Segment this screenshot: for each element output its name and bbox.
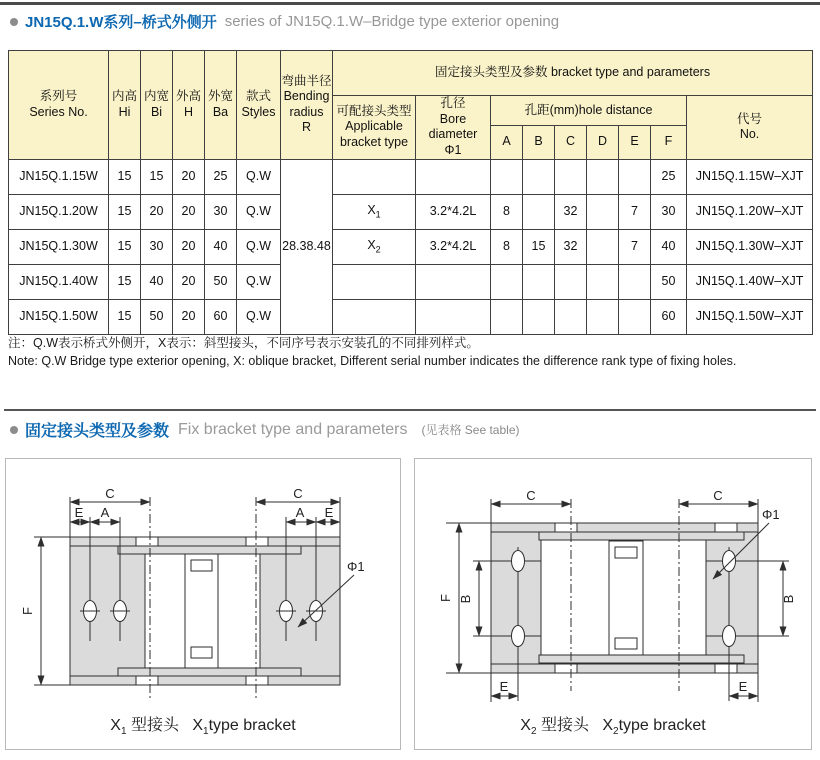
section2-title-zh: 固定接头类型及参数	[25, 423, 170, 440]
x1-top-rail	[70, 537, 340, 546]
cell-bi: 40	[141, 264, 173, 299]
cell-ba: 25	[205, 159, 237, 194]
cell-e	[619, 264, 651, 299]
cell-h: 20	[173, 194, 205, 229]
table-row	[9, 299, 813, 334]
cell-bending-radius: 28.38.48	[281, 159, 333, 334]
x2-slot-hole	[723, 626, 736, 647]
table-row	[9, 159, 813, 194]
dim-label-b: B	[781, 594, 796, 604]
cell-a	[491, 299, 523, 334]
cell-a: 8	[491, 194, 523, 229]
bullet-icon	[10, 426, 18, 434]
cell-h: 20	[173, 299, 205, 334]
cell-bi: 15	[141, 159, 173, 194]
cell-b	[523, 299, 555, 334]
table-notes	[8, 334, 736, 370]
cell-series: JN15Q.1.15W	[9, 159, 109, 194]
cell-f: 40	[651, 229, 687, 264]
cell-b	[523, 159, 555, 194]
col-header-b: B	[523, 125, 555, 159]
cell-h: 20	[173, 229, 205, 264]
cell-e: 7	[619, 194, 651, 229]
table-row	[9, 229, 813, 264]
col-header-ba: 外宽 Ba	[205, 51, 237, 160]
cell-e	[619, 299, 651, 334]
dim-label-f: F	[20, 607, 35, 615]
cell-b	[523, 264, 555, 299]
dim-label-a: A	[100, 505, 110, 520]
cell-d	[587, 159, 619, 194]
bullet-icon	[10, 18, 18, 26]
cell-hi: 15	[109, 159, 141, 194]
cell-bracket	[333, 299, 416, 334]
cell-code: JN15Q.1.15W–XJT	[687, 159, 813, 194]
cell-c: 32	[555, 229, 587, 264]
cell-bore	[416, 299, 491, 334]
dim-label-e: E	[738, 679, 748, 694]
top-rule	[0, 2, 820, 5]
col-header-hole-distance: 孔距(mm)hole distance	[491, 96, 687, 126]
group-header-bracket: 固定接头类型及参数 bracket type and parameters	[333, 51, 813, 96]
col-header-code: 代号 No.	[687, 96, 813, 160]
cell-bi: 30	[141, 229, 173, 264]
cell-h: 20	[173, 264, 205, 299]
section2-title	[10, 418, 520, 441]
cell-hi: 15	[109, 194, 141, 229]
cell-hi: 15	[109, 229, 141, 264]
cell-f: 60	[651, 299, 687, 334]
cell-b	[523, 194, 555, 229]
x1-caption: $X_1$ 型接头 $X_1type$ bracket	[110, 716, 296, 737]
cell-d	[587, 299, 619, 334]
cell-hi: 15	[109, 264, 141, 299]
cell-d	[587, 229, 619, 264]
spec-table	[8, 50, 813, 335]
cell-c	[555, 299, 587, 334]
col-header-applicable: 可配接头类型 Applicable bracket type	[333, 96, 416, 160]
cell-bracket	[333, 159, 416, 194]
x2-slot-hole	[723, 551, 736, 572]
x2-diagram-box	[414, 458, 812, 750]
col-header-f: F	[651, 125, 687, 159]
cell-ba: 30	[205, 194, 237, 229]
cell-style: Q.W	[237, 264, 281, 299]
x2-slot-hole	[512, 626, 525, 647]
section2-see-table: (见表格 See table)	[421, 423, 520, 437]
cell-ba: 60	[205, 299, 237, 334]
cell-series: JN15Q.1.50W	[9, 299, 109, 334]
x1-bracket-diagram	[6, 459, 400, 709]
cell-bracket	[333, 264, 416, 299]
table-row	[9, 194, 813, 229]
cell-code: JN15Q.1.20W–XJT	[687, 194, 813, 229]
x2-caption: $X_2$ 型接头 $X_2type$ bracket	[520, 716, 706, 737]
col-header-styles: 款式 Styles	[237, 51, 281, 160]
cell-code: JN15Q.1.30W–XJT	[687, 229, 813, 264]
dim-label-b: B	[458, 594, 473, 604]
x1-diagram-box	[5, 458, 401, 750]
cell-code: JN15Q.1.40W–XJT	[687, 264, 813, 299]
cell-series: JN15Q.1.20W	[9, 194, 109, 229]
cell-style: Q.W	[237, 229, 281, 264]
cell-ba: 50	[205, 264, 237, 299]
cell-c: 32	[555, 194, 587, 229]
dim-label-phi: Φ1	[762, 507, 780, 522]
cell-c	[555, 264, 587, 299]
col-header-bi: 内宽 Bi	[141, 51, 173, 160]
note-en: Note: Q.W Bridge type exterior opening, X: oblique bracket, Different serial number indicates the difference rank type of fixing holes.	[8, 354, 737, 369]
cell-bi: 50	[141, 299, 173, 334]
x2-bracket-diagram	[415, 459, 811, 709]
cell-a: 8	[491, 229, 523, 264]
cell-series: JN15Q.1.40W	[9, 264, 109, 299]
cell-style: Q.W	[237, 299, 281, 334]
col-header-a: A	[491, 125, 523, 159]
cell-bore: 3.2*4.2L	[416, 229, 491, 264]
dim-label-e: E	[74, 505, 84, 520]
cell-f: 30	[651, 194, 687, 229]
dim-label-e: E	[499, 679, 509, 694]
dim-label-c: C	[526, 488, 536, 503]
cell-code: JN15Q.1.50W–XJT	[687, 299, 813, 334]
dim-label-phi: Φ1	[347, 559, 365, 574]
section1-title-zh: JN15Q.1.W系列–桥式外侧开	[25, 14, 217, 31]
x2-slot-hole	[512, 551, 525, 572]
cell-a	[491, 264, 523, 299]
cell-bore	[416, 264, 491, 299]
dim-label-a: A	[295, 505, 305, 520]
cell-bore: 3.2*4.2L	[416, 194, 491, 229]
col-header-bore: 孔径 Bore diameter Φ1	[416, 96, 491, 160]
col-header-h: 外高 H	[173, 51, 205, 160]
cell-f: 50	[651, 264, 687, 299]
cell-d	[587, 194, 619, 229]
cell-a	[491, 159, 523, 194]
col-header-hi: 内高 Hi	[109, 51, 141, 160]
cell-bi: 20	[141, 194, 173, 229]
col-header-series: 系列号 Series No.	[9, 51, 109, 160]
cell-c	[555, 159, 587, 194]
col-header-e: E	[619, 125, 651, 159]
dim-label-e: E	[324, 505, 334, 520]
cell-d	[587, 264, 619, 299]
section-divider	[4, 409, 816, 411]
cell-h: 20	[173, 159, 205, 194]
note-zh: 注：Q.W表示桥式外侧开，X表示：斜型接头，不同序号表示安装孔的不同排列样式。	[8, 336, 479, 350]
table-row	[9, 264, 813, 299]
section2-title-en: Fix bracket type and parameters	[178, 420, 408, 438]
cell-ba: 40	[205, 229, 237, 264]
dim-label-c: C	[713, 488, 723, 503]
cell-style: Q.W	[237, 194, 281, 229]
cell-e: 7	[619, 229, 651, 264]
cell-bracket: $X_2$	[333, 229, 416, 264]
cell-f: 25	[651, 159, 687, 194]
x1-bottom-rail	[70, 676, 340, 685]
cell-b: 15	[523, 229, 555, 264]
cell-e	[619, 159, 651, 194]
section1-title-en: series of JN15Q.1.W–Bridge type exterior opening	[224, 13, 560, 30]
col-header-d: D	[587, 125, 619, 159]
dim-label-c: C	[105, 486, 115, 501]
section1-title	[10, 11, 559, 32]
col-header-c: C	[555, 125, 587, 159]
cell-hi: 15	[109, 299, 141, 334]
x1-right-plate	[260, 546, 340, 676]
dim-label-f: F	[438, 594, 453, 602]
header-row-1	[9, 51, 813, 96]
cell-bracket: $X_1$	[333, 194, 416, 229]
dim-label-c: C	[293, 486, 303, 501]
cell-series: JN15Q.1.30W	[9, 229, 109, 264]
cell-bore	[416, 159, 491, 194]
col-header-bending: 弯曲半径 Bending radius R	[281, 51, 333, 160]
cell-style: Q.W	[237, 159, 281, 194]
